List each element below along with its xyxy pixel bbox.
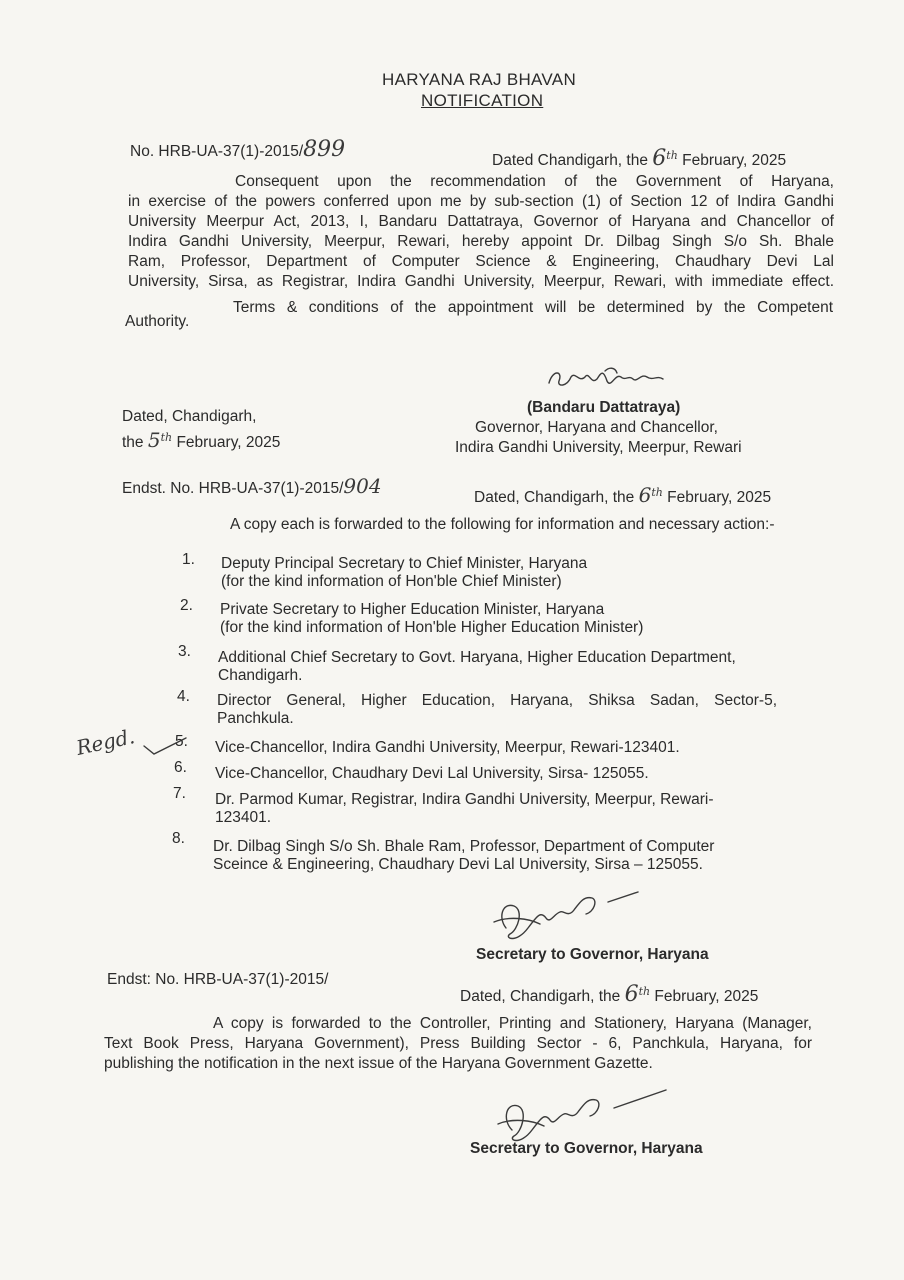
list-item: Private Secretary to Higher Education Minister, Haryana (for the kind information of Hon'ble Higher Education Minister) bbox=[220, 601, 644, 636]
terms-paragraph bbox=[233, 298, 833, 318]
list-item: Deputy Principal Secretary to Chief Minister, Haryana (for the kind information of Hon'ble Chief Minister) bbox=[221, 555, 588, 590]
governor-date: the 5th February, 2025 bbox=[122, 428, 281, 452]
governor-university: Indira Gandhi University, Meerpur, Rewari bbox=[455, 439, 742, 456]
notification-number: No. HRB-UA-37(1)-2015/899 bbox=[130, 137, 346, 162]
gazette-paragraph bbox=[104, 1014, 812, 1074]
paragraph-line: Ram, Professor, Department of Computer Science & Engineering, Chaudhary Devi Lal bbox=[128, 253, 834, 270]
signatory-title: Secretary to Governor, Haryana bbox=[476, 946, 709, 963]
notification-date: Dated Chandigarh, the 6th February, 2025 bbox=[492, 146, 787, 171]
list-item-number: 6. bbox=[174, 759, 187, 776]
handwritten-number: 904 bbox=[343, 474, 382, 498]
endorsement-number: Endst. No. HRB-UA-37(1)-2015/904 bbox=[122, 474, 382, 498]
signatory-title: Secretary to Governor, Haryana bbox=[470, 1140, 703, 1157]
governor-signature bbox=[545, 365, 675, 395]
paragraph-line: University Meerpur Act, 2013, I, Bandaru Dattatraya, Governor of Haryana and Chancellor of bbox=[128, 213, 834, 230]
governor-dated: Dated, Chandigarh, bbox=[122, 408, 257, 425]
list-item-number: 1. bbox=[182, 551, 195, 568]
list-item-number: 5. bbox=[175, 733, 188, 750]
list-item: Director General, Higher Education, Haryana, Shiksa Sadan, Sector-5, Panchkula. bbox=[217, 692, 777, 727]
forwarding-intro: A copy each is forwarded to the following for information and necessary action:- bbox=[230, 516, 775, 533]
terms-paragraph-end: Authority. bbox=[125, 313, 190, 330]
governor-designation: Governor, Haryana and Chancellor, bbox=[475, 419, 718, 436]
paragraph-line: Indira Gandhi University, Meerpur, Rewari, hereby appoint Dr. Dilbag Singh S/o Sh. Bhale bbox=[128, 233, 834, 250]
endorsement-date: Dated, Chandigarh, the 6th February, 2025 bbox=[474, 483, 772, 507]
list-item-number: 2. bbox=[180, 597, 193, 614]
list-item: Dr. Dilbag Singh S/o Sh. Bhale Ram, Professor, Department of Computer Sceince & Engineering, Chaudhary Devi Lal University, Sirsa – 125055. bbox=[213, 838, 715, 873]
list-item-number: 3. bbox=[178, 643, 191, 660]
office-heading: HARYANA RAJ BHAVAN bbox=[382, 70, 577, 89]
appointment-paragraph bbox=[128, 172, 834, 292]
list-item-number: 7. bbox=[173, 785, 186, 802]
handwritten-number: 899 bbox=[303, 137, 346, 162]
paragraph-line: University, Sirsa, as Registrar, Indira Gandhi University, Meerpur, Rewari, with immediate effect. bbox=[128, 273, 834, 290]
list-item: Additional Chief Secretary to Govt. Haryana, Higher Education Department, Chandigarh. bbox=[218, 649, 736, 684]
list-item: Vice-Chancellor, Indira Gandhi University, Meerpur, Rewari-123401. bbox=[215, 739, 680, 756]
list-item-number: 8. bbox=[172, 830, 185, 847]
paragraph-line: Text Book Press, Haryana Government), Press Building Sector - 6, Panchkula, Haryana, for bbox=[104, 1035, 812, 1052]
paragraph-line: Consequent upon the recommendation of the Government of Haryana, bbox=[235, 173, 834, 190]
secretary-signature bbox=[488, 888, 648, 948]
list-item-number: 4. bbox=[177, 688, 190, 705]
endorsement-number: Endst: No. HRB-UA-37(1)-2015/ bbox=[107, 971, 329, 988]
margin-note: Regd. bbox=[74, 724, 137, 760]
document-title: NOTIFICATION bbox=[421, 91, 544, 110]
paragraph-line: Terms & conditions of the appointment will be determined by the Competent bbox=[233, 299, 833, 316]
paragraph-line: publishing the notification in the next issue of the Haryana Government Gazette. bbox=[104, 1055, 653, 1072]
paragraph-line: A copy is forwarded to the Controller, Printing and Stationery, Haryana (Manager, bbox=[213, 1015, 812, 1032]
governor-name: (Bandaru Dattatraya) bbox=[527, 399, 681, 416]
list-item: Vice-Chancellor, Chaudhary Devi Lal University, Sirsa- 125055. bbox=[215, 765, 649, 782]
endorsement-date: Dated, Chandigarh, the 6th February, 2025 bbox=[460, 982, 759, 1007]
list-item: Dr. Parmod Kumar, Registrar, Indira Gandhi University, Meerpur, Rewari- 123401. bbox=[215, 791, 714, 826]
paragraph-line: in exercise of the powers conferred upon me by sub-section (1) of Section 12 of Indira Gandhi bbox=[128, 193, 834, 210]
